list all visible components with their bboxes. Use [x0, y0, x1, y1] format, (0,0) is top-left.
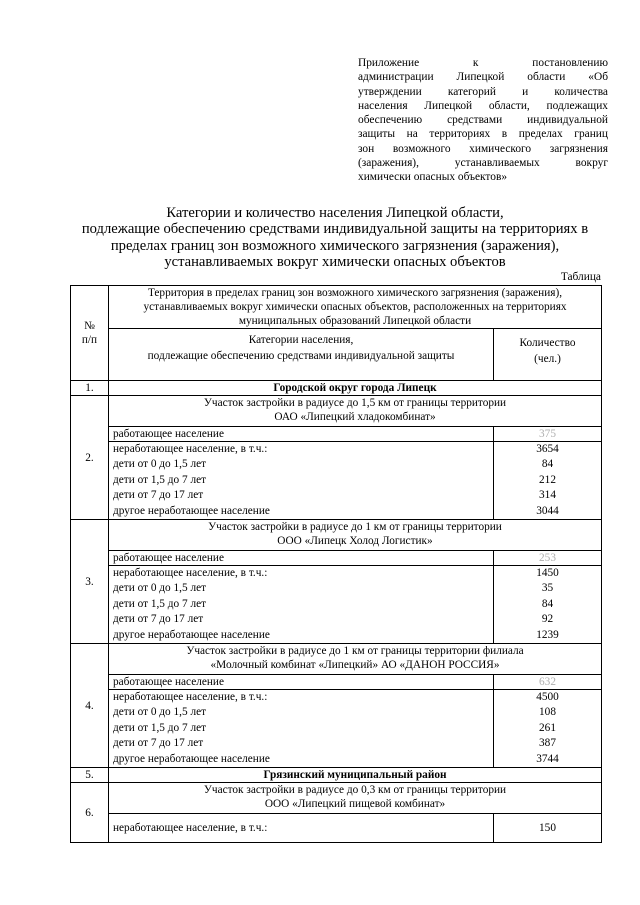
quantity-line: 4500	[536, 691, 559, 704]
category-cell: работающее население	[109, 675, 494, 690]
table-row	[71, 690, 602, 768]
quantity-line: 3744	[536, 752, 559, 765]
quantity-cell	[494, 690, 602, 768]
header-category-line: подлежащие обеспечению средствами индивидуальной защиты	[147, 350, 455, 362]
table-row	[71, 427, 602, 442]
section-title: Городской округ города Липецк	[109, 381, 602, 396]
quantity-line: 84	[541, 597, 554, 610]
appendix-line: защиты на территориях в пределах границ	[358, 128, 608, 141]
area-line: ООО «Липецкий пищевой комбинат»	[264, 798, 446, 811]
row-number: 3.	[71, 520, 109, 644]
category-cell: работающее население	[109, 551, 494, 566]
quantity-cell: 253	[494, 551, 602, 566]
population-table	[70, 285, 602, 843]
quantity-line: 3654	[536, 443, 559, 455]
quantity-line: 84	[541, 458, 554, 471]
category-line: дети от 0 до 1,5 лет	[113, 582, 207, 595]
header-territory-line: устанавливаемых вокруг химически опасных объектов, расположенных на территориях	[143, 301, 567, 313]
table-row	[71, 768, 602, 783]
title-line: подлежащие обеспечению средствами индивидуальной защиты на территориях в	[81, 221, 589, 238]
category-line: неработающее население, в т.ч.:	[113, 567, 268, 580]
header-territory-line: Территория в пределах границ зон возможного химического загрязнения (заражения),	[147, 287, 563, 299]
category-line: дети от 0 до 1,5 лет	[113, 458, 207, 471]
quantity-cell: 632	[494, 675, 602, 690]
area-description	[109, 783, 602, 814]
header-territory	[109, 286, 602, 329]
category-line: дети от 1,5 до 7 лет	[113, 473, 207, 486]
appendix-line: химически опасных объектов»	[358, 171, 508, 184]
header-quantity-line: (чел.)	[534, 353, 561, 365]
quantity-cell: 375	[494, 427, 602, 442]
section-title: Грязинский муниципальный район	[109, 768, 602, 783]
area-line: ООО «Липецк Холод Логистик»	[277, 535, 433, 548]
area-line: Участок застройки в радиусе до 1 км от границы территории	[208, 521, 502, 534]
area-line: Участок застройки в радиусе до 1 км от границы территории филиала	[186, 645, 524, 658]
table-row	[71, 442, 602, 520]
table-row	[71, 783, 602, 814]
category-line: дети от 1,5 до 7 лет	[113, 597, 207, 610]
header-row	[71, 329, 602, 381]
quantity-cell	[494, 566, 602, 644]
quantity-cell	[494, 442, 602, 520]
table-row	[71, 381, 602, 396]
quantity-line: 35	[541, 582, 554, 595]
header-territory-line: муниципальных образований Липецкой области	[238, 315, 472, 327]
appendix-line: Приложение к постановлению	[358, 57, 608, 69]
header-category	[109, 329, 494, 381]
area-line: Участок застройки в радиусе до 1,5 км от границы территории	[203, 397, 507, 409]
title-line: пределах границ зон возможного химического загрязнения (заражения),	[110, 237, 560, 254]
appendix-line: населения Липецкой области, подлежащих	[358, 99, 608, 112]
category-line: другое неработающее население	[113, 752, 270, 765]
category-line: неработающее население, в т.ч.:	[113, 443, 268, 455]
quantity-line: 1239	[536, 628, 559, 641]
table-row	[71, 814, 602, 843]
category-line: дети от 1,5 до 7 лет	[113, 721, 207, 734]
area-description	[109, 396, 602, 427]
category-cell	[109, 690, 494, 768]
category-line: неработающее население, в т.ч.:	[113, 822, 268, 835]
category-line: другое неработающее население	[113, 628, 270, 641]
header-num-line: п/п	[81, 334, 98, 346]
header-quantity-line: Количество	[519, 337, 576, 349]
header-quantity	[494, 329, 602, 381]
row-number: 6.	[71, 783, 109, 843]
header-category-line: Категории населения,	[248, 334, 354, 346]
area-description	[109, 520, 602, 551]
category-cell	[109, 566, 494, 644]
header-num	[71, 286, 109, 381]
category-cell	[109, 442, 494, 520]
row-number: 5.	[71, 768, 109, 783]
category-line: неработающее население, в т.ч.:	[113, 691, 268, 704]
category-cell: работающее население	[109, 427, 494, 442]
header-row	[71, 286, 602, 329]
document-title	[70, 205, 600, 271]
category-line: дети от 7 до 17 лет	[113, 737, 204, 750]
appendix-note	[358, 56, 608, 185]
category-cell	[109, 814, 494, 843]
row-number: 2.	[71, 396, 109, 520]
category-line: другое неработающее население	[113, 504, 270, 517]
table-row	[71, 675, 602, 690]
quantity-line: 387	[539, 737, 556, 750]
quantity-cell	[494, 814, 602, 843]
table-row	[71, 396, 602, 427]
table-row	[71, 551, 602, 566]
title-line: устанавливаемых вокруг химически опасных объектов	[164, 254, 506, 271]
quantity-line: 108	[539, 706, 556, 719]
area-line: ОАО «Липецкий хладокомбинат»	[274, 411, 436, 423]
row-number: 4.	[71, 644, 109, 768]
category-line: дети от 0 до 1,5 лет	[113, 706, 207, 719]
quantity-line: 261	[539, 721, 556, 734]
appendix-line: обеспечению средствами индивидуальной	[358, 114, 608, 127]
area-line: Участок застройки в радиусе до 0,3 км от границы территории	[203, 784, 507, 797]
quantity-line: 314	[539, 489, 556, 502]
quantity-line: 92	[541, 613, 554, 626]
row-number: 1.	[71, 381, 109, 396]
quantity-line: 212	[539, 473, 556, 486]
area-line: «Молочный комбинат «Липецкий» АО «ДАНОН РОССИЯ»	[210, 659, 500, 672]
appendix-line: утверждении категорий и количества	[358, 85, 608, 98]
title-line: Категории и количество населения Липецкой области,	[166, 205, 504, 221]
table-row	[71, 644, 602, 675]
table-row	[71, 566, 602, 644]
appendix-line: зон возможного химического загрязнения	[358, 142, 608, 155]
quantity-line: 3044	[536, 504, 559, 517]
appendix-line: (заражения), устанавливаемых вокруг	[358, 157, 608, 170]
quantity-line: 1450	[536, 567, 559, 580]
quantity-line: 150	[539, 822, 556, 835]
appendix-line: администрации Липецкой области «Об	[358, 71, 608, 84]
header-num-line: №	[84, 320, 95, 332]
area-description	[109, 644, 602, 675]
category-line: дети от 7 до 17 лет	[113, 613, 204, 626]
table-label: Таблица	[560, 271, 601, 283]
table-row	[71, 520, 602, 551]
category-line: дети от 7 до 17 лет	[113, 489, 204, 502]
